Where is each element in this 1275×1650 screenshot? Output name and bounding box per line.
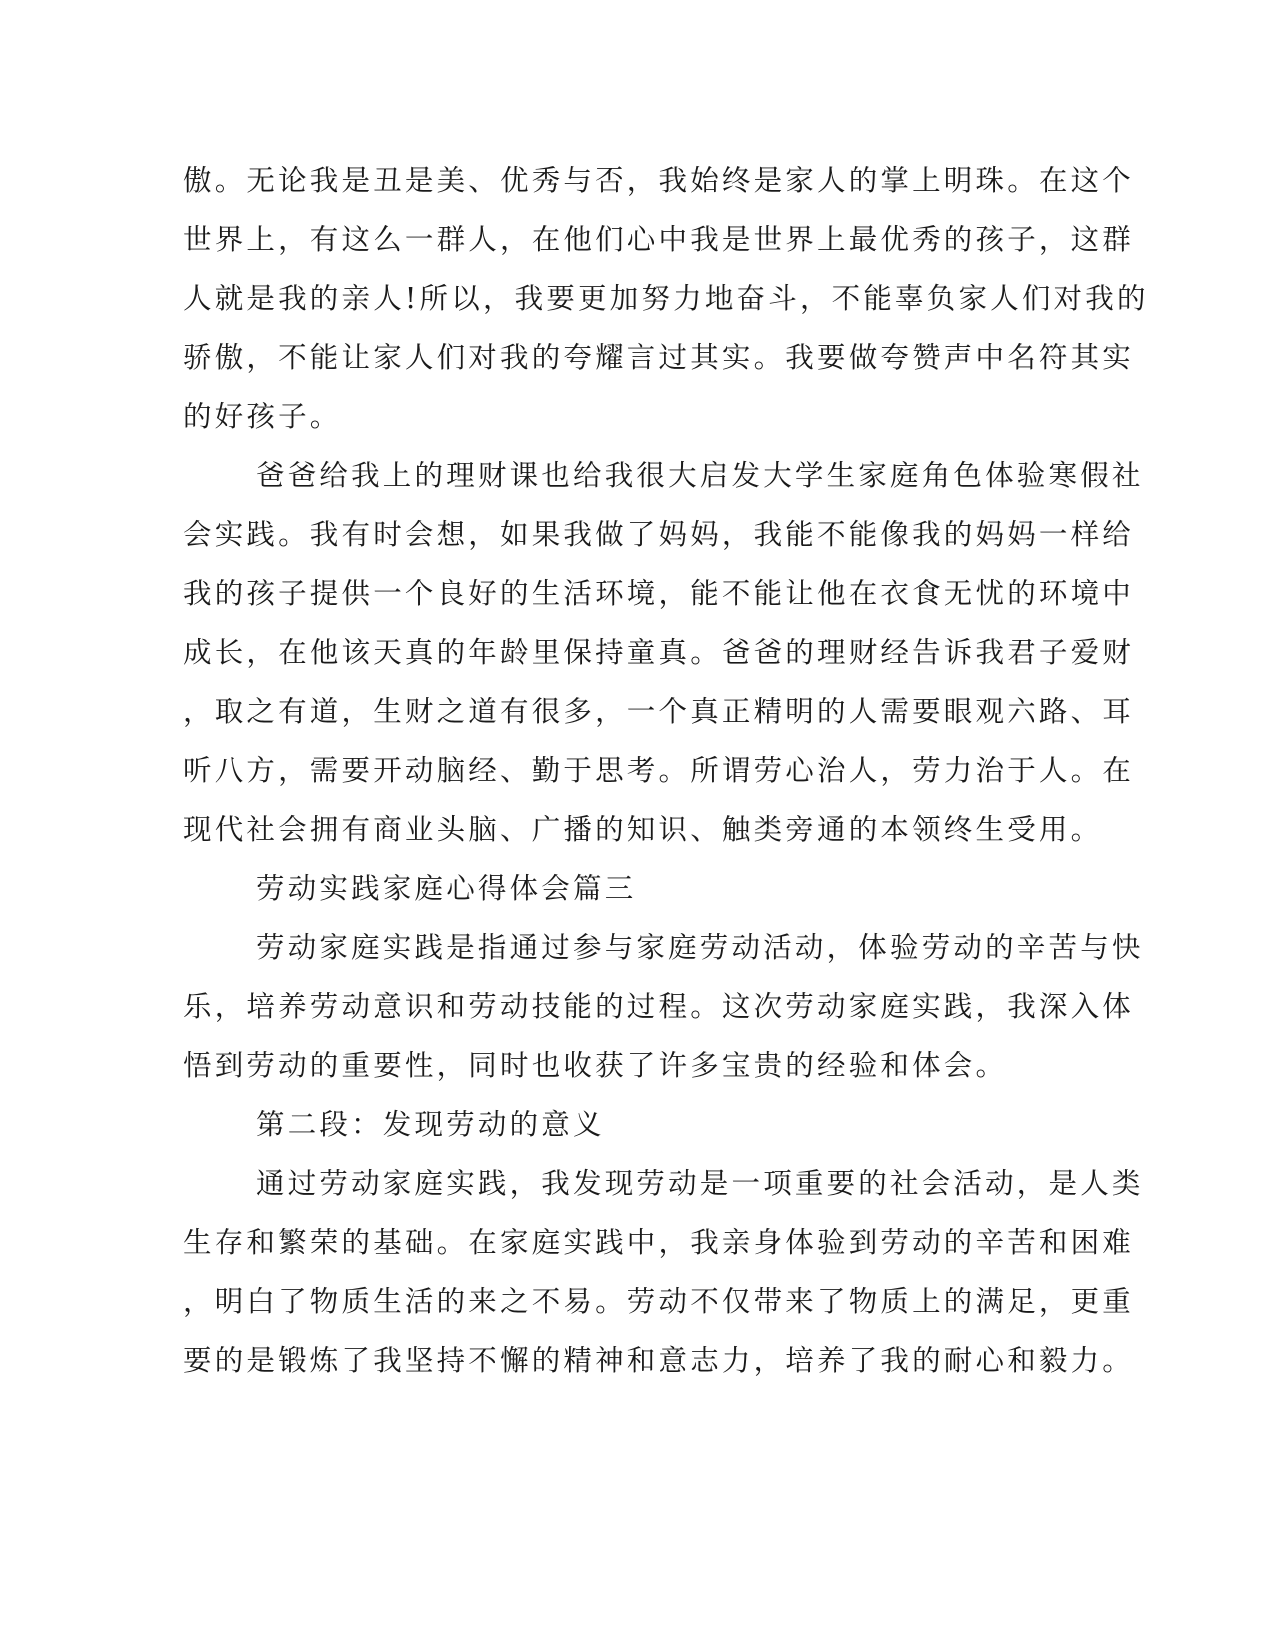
text-line: 人就是我的亲人!所以，我要更加努力地奋斗，不能辜负家人们对我的: [183, 282, 1149, 315]
subsection-heading: 第二段：发现劳动的意义: [256, 1108, 605, 1141]
paragraph-first-line: 通过劳动家庭实践，我发现劳动是一项重要的社会活动，是人类: [256, 1167, 1144, 1200]
text-line: 骄傲，不能让家人们对我的夸耀言过其实。我要做夸赞声中名符其实: [183, 341, 1135, 374]
text-line: 要的是锻炼了我坚持不懈的精神和意志力，培养了我的耐心和毅力。: [183, 1344, 1135, 1377]
text-line: 听八方，需要开动脑经、勤于思考。所谓劳心治人，劳力治于人。在: [183, 754, 1135, 787]
text-line: 成长，在他该天真的年龄里保持童真。爸爸的理财经告诉我君子爱财: [183, 636, 1135, 669]
text-line: ，取之有道，生财之道有很多，一个真正精明的人需要眼观六路、耳: [183, 695, 1135, 728]
text-line: 世界上，有这么一群人，在他们心中我是世界上最优秀的孩子，这群: [183, 223, 1135, 256]
text-line: 会实践。我有时会想，如果我做了妈妈，我能不能像我的妈妈一样给: [183, 518, 1135, 551]
text-line: 乐，培养劳动意识和劳动技能的过程。这次劳动家庭实践，我深入体: [183, 990, 1135, 1023]
section-heading: 劳动实践家庭心得体会篇三: [256, 872, 637, 905]
paragraph-first-line: 劳动家庭实践是指通过参与家庭劳动活动，体验劳动的辛苦与快: [256, 931, 1144, 964]
text-line: 我的孩子提供一个良好的生活环境，能不能让他在衣食无忧的环境中: [183, 577, 1135, 610]
paragraph-first-line: 爸爸给我上的理财课也给我很大启发大学生家庭角色体验寒假社: [256, 459, 1144, 492]
text-line: ，明白了物质生活的来之不易。劳动不仅带来了物质上的满足，更重: [183, 1285, 1135, 1318]
text-line: 现代社会拥有商业头脑、广播的知识、触类旁通的本领终生受用。: [183, 813, 1103, 846]
text-line: 悟到劳动的重要性，同时也收获了许多宝贵的经验和体会。: [183, 1049, 1008, 1082]
text-line: 傲。无论我是丑是美、优秀与否，我始终是家人的掌上明珠。在这个: [183, 164, 1135, 197]
text-line: 的好孩子。: [183, 400, 342, 433]
text-line: 生存和繁荣的基础。在家庭实践中，我亲身体验到劳动的辛苦和困难: [183, 1226, 1135, 1259]
